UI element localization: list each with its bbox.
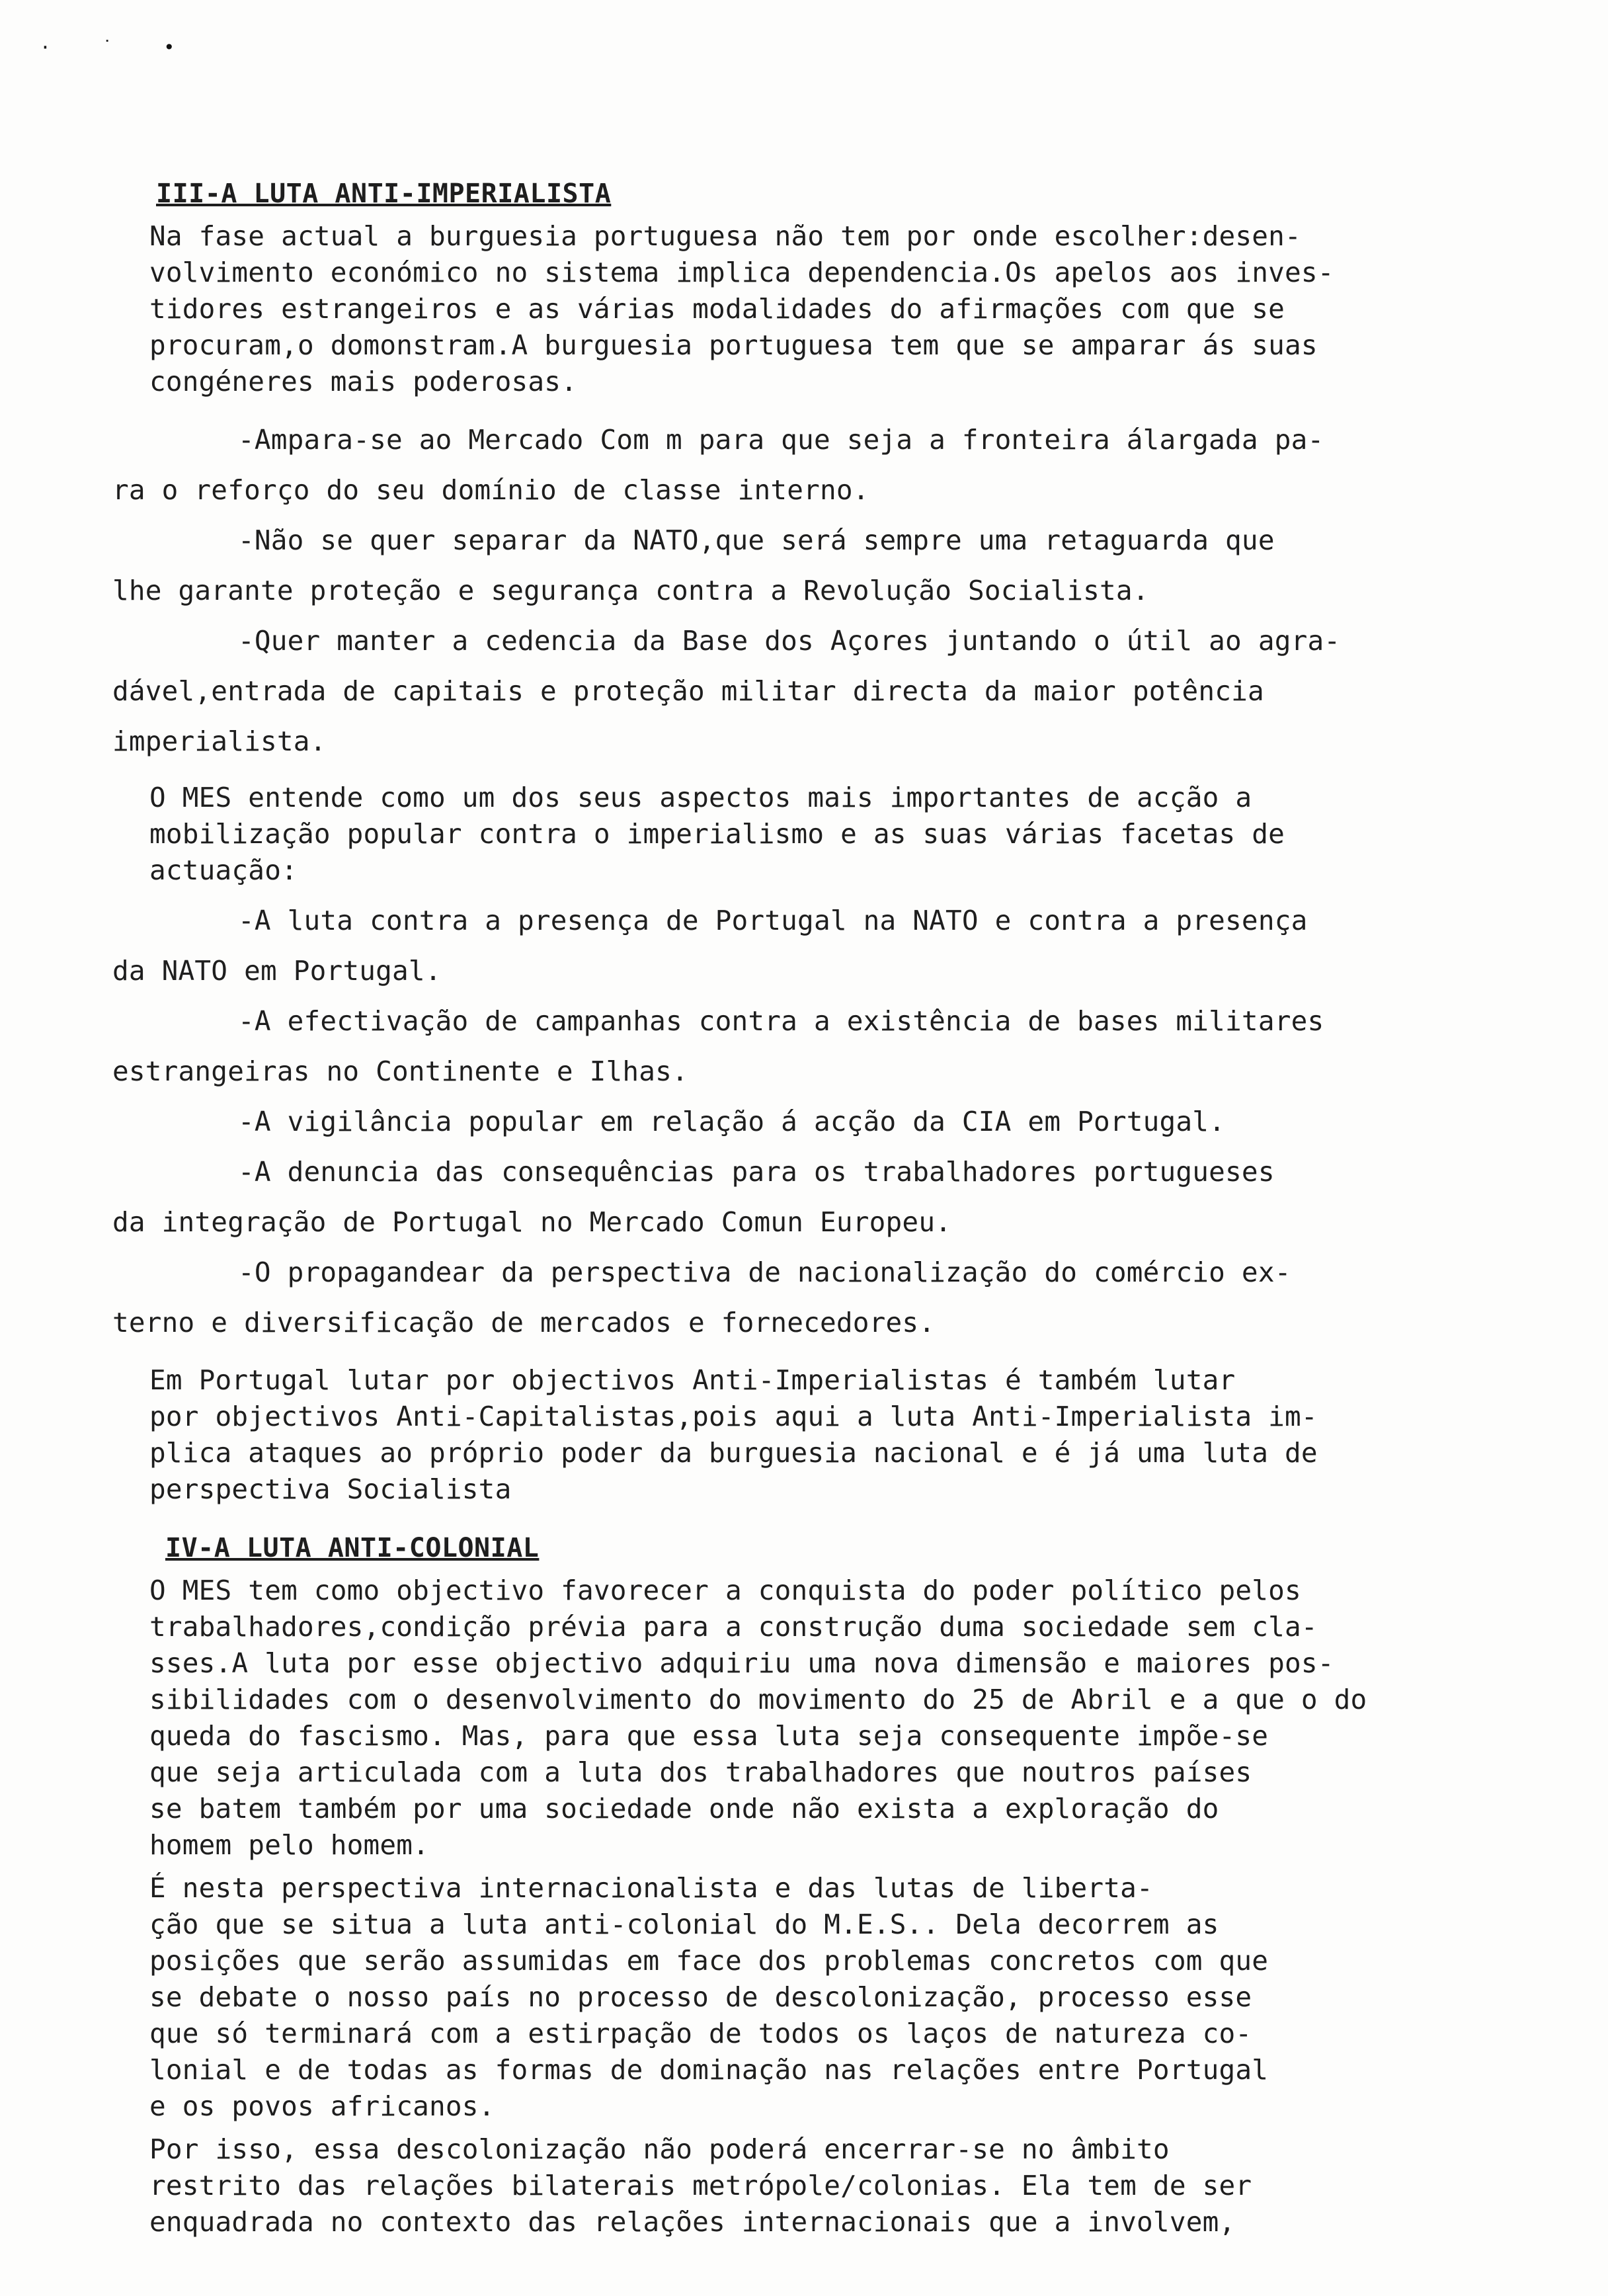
section-heading-anti-colonial: IV-A LUTA ANTI-COLONIAL bbox=[165, 1533, 540, 1563]
bourgeoisie-item-3: -Quer manter a cedencia da Base dos Açores juntando o útil ao agra- dável,entrada de capitais e proteção militar directa da maior potência imperialista. bbox=[112, 625, 1341, 757]
bourgeoisie-item-2: -Não se quer separar da NATO,que será sempre uma retaguarda que lhe garante proteção e segurança contra a Revolução Socialista. bbox=[112, 524, 1275, 606]
section-heading-anti-imperialist: III-A LUTA ANTI-IMPERIALISTA bbox=[156, 179, 612, 209]
anti-colonial-paragraph-1: O MES tem como objectivo favorecer a conquista do poder político pelos trabalhadores,condição prévia para a construção duma sociedade sem cla- sses.A luta por esse objectivo adquiriu uma nova dimensão e maiores pos- sibilidades com o desenvolvimento do movimento do 25 de Abril e a que o do queda do fascismo. Mas, para que essa luta seja consequente impõe-se que seja articulada com a luta dos trabalhadores que noutros países se batem também por uma sociedade onde não exista a exploração do homem pelo homem. bbox=[149, 1575, 1367, 1861]
scan-specks: · ˙ • bbox=[40, 36, 195, 58]
bourgeoisie-item-1: -Ampara-se ao Mercado Com m para que seja a fronteira álargada pa- ra o reforço do seu domínio de classe interno. bbox=[112, 424, 1324, 506]
anti-colonial-paragraph-2: É nesta perspectiva internacionalista e das lutas de liberta- ção que se situa a luta anti-colonial do M.E.S.. Dela decorrem as posições que serão assumidas em face dos problemas concretos com que se debate o nosso país no processo de descolonização, processo esse que só terminará com a estirpação de todos os laços de natureza co- lonial e de todas as formas de dominação nas relações entre Portugal e os povos africanos. bbox=[149, 1872, 1269, 2122]
action-item-4: -A denuncia das consequências para os trabalhadores portugueses da integração de Portugal no Mercado Comun Europeu. bbox=[112, 1156, 1275, 1238]
action-item-5: -O propagandear da perspectiva de nacionalização do comércio ex- terno e diversificação de mercados e fornecedores. bbox=[112, 1256, 1291, 1338]
action-item-2: -A efectivação de campanhas contra a existência de bases militares estrangeiras no Continente e Ilhas. bbox=[112, 1005, 1324, 1087]
intro-paragraph: Na fase actual a burguesia portuguesa não tem por onde escolher:desen- volvimento económico no sistema implica dependencia.Os apelos aos inves- tidores estrangeiros e as várias modalidades do afirmações com que se procuram,o domonstram.A burguesia portuguesa tem que se amparar ás suas congéneres mais poderosas. bbox=[149, 220, 1334, 397]
mes-intro-paragraph: O MES entende como um dos seus aspectos mais importantes de acção a mobilização popular contra o imperialismo e as suas várias facetas de actuação: bbox=[149, 782, 1285, 886]
anti-colonial-paragraph-3: Por isso, essa descolonização não poderá encerrar-se no âmbito restrito das relações bilaterais metrópole/colonias. Ela tem de ser enquadrada no contexto das relações internacionais que a involvem, bbox=[149, 2133, 1252, 2238]
action-item-3: -A vigilância popular em relação á acção da CIA em Portugal. bbox=[238, 1106, 1226, 1137]
document-body bbox=[112, 179, 1587, 2247]
conclusion-paragraph: Em Portugal lutar por objectivos Anti-Imperialistas é também lutar por objectivos Anti-Capitalistas,pois aqui a luta Anti-Imperialista im- plica ataques ao próprio poder da burguesia nacional e é já uma luta de perspectiva Socialista bbox=[149, 1364, 1318, 1505]
action-item-1: -A luta contra a presença de Portugal na NATO e contra a presença da NATO em Portugal. bbox=[112, 905, 1308, 987]
